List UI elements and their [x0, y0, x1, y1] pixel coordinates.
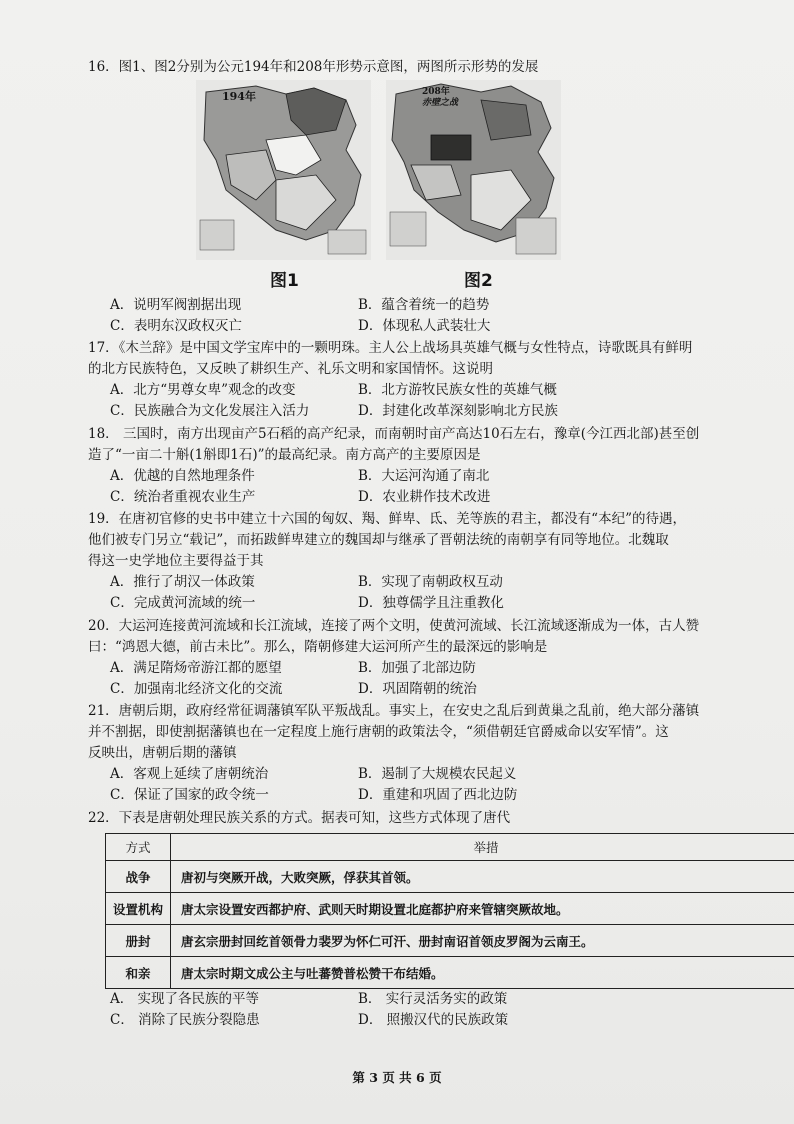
q22-table	[105, 833, 794, 989]
q17-stem-line-1: 17．《木兰辞》是中国文学宝库中的一颗明珠。主人公上战场具英雄气概与女性特点，诗歌既具有鲜明	[88, 340, 693, 356]
q18-option-b[interactable]: B．大运河沟通了南北	[358, 468, 490, 484]
table-row	[106, 861, 794, 893]
table-cell-method: 册封	[106, 925, 171, 957]
map-208-event: 赤壁之战	[422, 98, 459, 108]
q21-stem-line-3: 反映出，唐朝后期的藩镇	[88, 745, 237, 761]
table-header-row	[106, 834, 794, 861]
q19-option-b[interactable]: B．实现了南朝政权互动	[358, 574, 503, 590]
q16-option-c[interactable]: C．表明东汉政权灭亡	[110, 318, 242, 334]
q21-option-c[interactable]: C．保证了国家的政令统一	[110, 787, 269, 803]
q21-stem-line-1: 21．唐朝后期，政府经常征调藩镇军队平叛战乱。事实上，在安史之乱后到黄巢之乱前，绝大部分藩镇	[88, 703, 700, 719]
q17-option-b[interactable]: B．北方游牧民族女性的英雄气概	[358, 382, 557, 398]
map-208	[386, 80, 561, 260]
map-194-graphic	[196, 80, 371, 260]
q20-option-a[interactable]: A．满足隋炀帝游江都的愿望	[110, 660, 282, 676]
q19-option-d[interactable]: D．独尊儒学且注重教化	[358, 595, 504, 611]
q21-option-b[interactable]: B．遏制了大规模农民起义	[358, 766, 517, 782]
q18-option-c[interactable]: C．统治者重视农业生产	[110, 489, 256, 505]
q16-option-b[interactable]: B．蕴含着统一的趋势	[358, 297, 490, 313]
q16-option-a[interactable]: A．说明军阀割据出现	[110, 297, 242, 313]
q21-option-d[interactable]: D．重建和巩固了西北边防	[358, 787, 518, 803]
map-194-year: 194年	[222, 90, 256, 103]
q17-option-a[interactable]: A．北方“男尊女卑”观念的改变	[110, 382, 296, 398]
q20-option-b[interactable]: B．加强了北部边防	[358, 660, 476, 676]
map-2-caption: 图2	[464, 271, 493, 291]
q19-stem-line-3: 得这一史学地位主要得益于其	[88, 553, 264, 569]
table-header-method: 方式	[106, 834, 171, 861]
q19-option-c[interactable]: C．完成黄河流域的统一	[110, 595, 256, 611]
table-cell-measure: 唐太宗设置安西都护府、武则天时期设置北庭都护府来管辖突厥故地。	[171, 893, 794, 925]
table-cell-measure: 唐初与突厥开战，大败突厥，俘获其首领。	[171, 861, 794, 893]
q22-option-b[interactable]: B． 实行灵活务实的政策	[358, 991, 508, 1007]
q16-option-d[interactable]: D．体现私人武装壮大	[358, 318, 491, 334]
q21-stem-line-2: 并不割据，即使割据藩镇也在一定程度上施行唐朝的政策法令，“须借朝廷官爵威命以安军情”。这	[88, 724, 669, 740]
q19-option-a[interactable]: A．推行了胡汉一体政策	[110, 574, 255, 590]
page-footer: 第 3 页 共 6 页	[352, 1070, 442, 1085]
map-194	[196, 80, 371, 260]
q22-option-c[interactable]: C． 消除了民族分裂隐患	[110, 1012, 260, 1028]
table-row	[106, 893, 794, 925]
q16-maps	[196, 80, 556, 290]
q22-stem: 22．下表是唐朝处理民族关系的方式。据表可知，这些方式体现了唐代	[88, 810, 511, 826]
q20-stem-line-1: 20．大运河连接黄河流域和长江流域，连接了两个文明，使黄河流域、长江流域逐渐成为一体，古人赞	[88, 618, 700, 634]
q17-stem-line-2: 的北方民族特色，又反映了耕织生产、礼乐文明和家国情怀。这说明	[88, 361, 493, 377]
table-row	[106, 925, 794, 957]
q18-stem-line-2: 造了“一亩二十斛(1斛即1石)”的最高纪录。南方高产的主要原因是	[88, 447, 481, 463]
q18-option-d[interactable]: D．农业耕作技术改进	[358, 489, 491, 505]
q21-option-a[interactable]: A．客观上延续了唐朝统治	[110, 766, 269, 782]
q20-stem-line-2: 曰：“鸿恩大德，前古未比”。那么，隋朝修建大运河所产生的最深远的影响是	[88, 639, 548, 655]
q22-option-a[interactable]: A． 实现了各民族的平等	[110, 991, 260, 1007]
q20-option-d[interactable]: D．巩固隋朝的统治	[358, 681, 477, 697]
map-208-graphic	[386, 80, 561, 260]
table-cell-method: 设置机构	[106, 893, 171, 925]
table-cell-measure: 唐玄宗册封回纥首领骨力裴罗为怀仁可汗、册封南诏首领皮罗阁为云南王。	[171, 925, 794, 957]
table-cell-method: 战争	[106, 861, 171, 893]
q18-option-a[interactable]: A．优越的自然地理条件	[110, 468, 255, 484]
q19-stem-line-1: 19．在唐初官修的史书中建立十六国的匈奴、羯、鲜卑、氐、羌等族的君主，都没有“本纪”的待遇，	[88, 511, 686, 527]
q16-stem: 16．图1、图2分别为公元194年和208年形势示意图，两图所示形势的发展	[88, 59, 539, 75]
table-header-measure: 举措	[171, 834, 794, 861]
q19-stem-line-2: 他们被专门另立“载记”，而拓跋鲜卑建立的魏国却与继承了晋朝法统的南朝享有同等地位。北魏取	[88, 532, 669, 548]
table-cell-measure: 唐太宗时期文成公主与吐蕃赞普松赞干布结婚。	[171, 957, 794, 989]
map-1-caption: 图1	[270, 271, 299, 291]
table-row	[106, 957, 794, 989]
q17-option-c[interactable]: C．民族融合为文化发展注入活力	[110, 403, 310, 419]
q18-stem-line-1: 18． 三国时，南方出现亩产5石稻的高产纪录，而南朝时亩产高达10石左右，豫章(今江西北部)甚至创	[88, 426, 700, 442]
map-208-year: 208年	[422, 87, 450, 97]
q22-option-d[interactable]: D． 照搬汉代的民族政策	[358, 1012, 509, 1028]
q20-option-c[interactable]: C．加强南北经济文化的交流	[110, 681, 283, 697]
table-cell-method: 和亲	[106, 957, 171, 989]
q17-option-d[interactable]: D．封建化改革深刻影响北方民族	[358, 403, 558, 419]
